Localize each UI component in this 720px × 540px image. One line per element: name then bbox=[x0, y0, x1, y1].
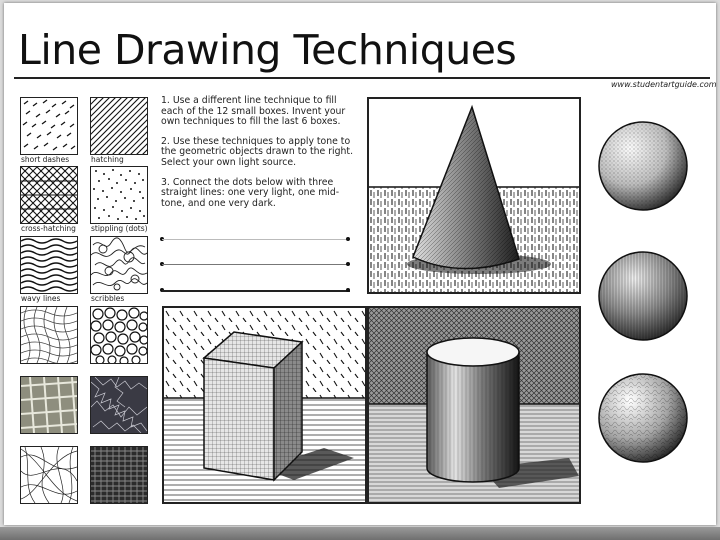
label-short-dashes: short dashes bbox=[21, 155, 70, 164]
label-cross-hatching: cross-hatching bbox=[21, 224, 76, 233]
cube-drawing bbox=[164, 308, 365, 502]
swatch-cross-hatching bbox=[20, 166, 78, 224]
swatch-short-dashes bbox=[20, 97, 78, 155]
tangled-lines-texture bbox=[21, 447, 77, 503]
website-credit: www.studentartguide.com bbox=[611, 80, 717, 89]
grid-texture bbox=[21, 377, 77, 433]
cube-panel bbox=[162, 306, 367, 504]
sphere-scribbled bbox=[597, 372, 689, 464]
label-scribbles: scribbles bbox=[91, 294, 125, 303]
cylinder-drawing bbox=[369, 308, 579, 502]
scribbles-texture bbox=[91, 237, 147, 293]
cross-hatching-texture bbox=[21, 167, 77, 223]
dark-line bbox=[162, 290, 350, 292]
dot-end-3[interactable] bbox=[346, 288, 350, 292]
label-hatching: hatching bbox=[91, 155, 124, 164]
bottom-band bbox=[0, 527, 720, 540]
cells-texture bbox=[91, 307, 147, 363]
short-dashes-texture bbox=[21, 98, 77, 154]
woven-texture bbox=[21, 307, 77, 363]
label-wavy-lines: wavy lines bbox=[21, 294, 61, 303]
swatch-wavy-lines bbox=[20, 236, 78, 294]
stippling-texture bbox=[91, 167, 147, 223]
swatch-custom-5 bbox=[20, 446, 78, 504]
instructions bbox=[161, 96, 361, 218]
label-stippling: stippling (dots) bbox=[91, 224, 148, 233]
page-title: Line Drawing Techniques bbox=[18, 26, 517, 74]
cone-panel bbox=[367, 97, 581, 294]
swatch-custom-4 bbox=[90, 376, 148, 434]
swatch-custom-6 bbox=[90, 446, 148, 504]
cone-drawing bbox=[369, 99, 579, 292]
sphere-hatched bbox=[597, 250, 689, 342]
dense-scribble-texture bbox=[91, 377, 147, 433]
hatching-texture bbox=[91, 98, 147, 154]
light-line bbox=[162, 239, 350, 240]
mid-tone-line bbox=[162, 264, 350, 265]
title-rule bbox=[14, 77, 710, 79]
instruction-step-2: 2. Use these techniques to apply tone to the geometric objects drawn to the right. Select your own light source. bbox=[161, 135, 354, 168]
swatch-custom-3 bbox=[20, 376, 78, 434]
sphere-stippled bbox=[597, 120, 689, 212]
swatch-scribbles bbox=[90, 236, 148, 294]
cylinder-panel bbox=[367, 306, 581, 504]
instruction-step-1: 1. Use a different line technique to fill each of the 12 small boxes. Invent your own techniques to fill the last 6 boxes. bbox=[161, 95, 346, 128]
swatch-hatching bbox=[90, 97, 148, 155]
instruction-step-3: 3. Connect the dots below with three straight lines: one very light, one mid-tone, and one very dark. bbox=[161, 176, 340, 209]
dot-end-2[interactable] bbox=[346, 262, 350, 266]
wavy-lines-texture bbox=[21, 237, 77, 293]
swatch-stippling bbox=[90, 166, 148, 224]
dot-end-1[interactable] bbox=[346, 237, 350, 241]
swatch-custom-1 bbox=[20, 306, 78, 364]
swatch-custom-2 bbox=[90, 306, 148, 364]
dark-mesh-texture bbox=[91, 447, 147, 503]
